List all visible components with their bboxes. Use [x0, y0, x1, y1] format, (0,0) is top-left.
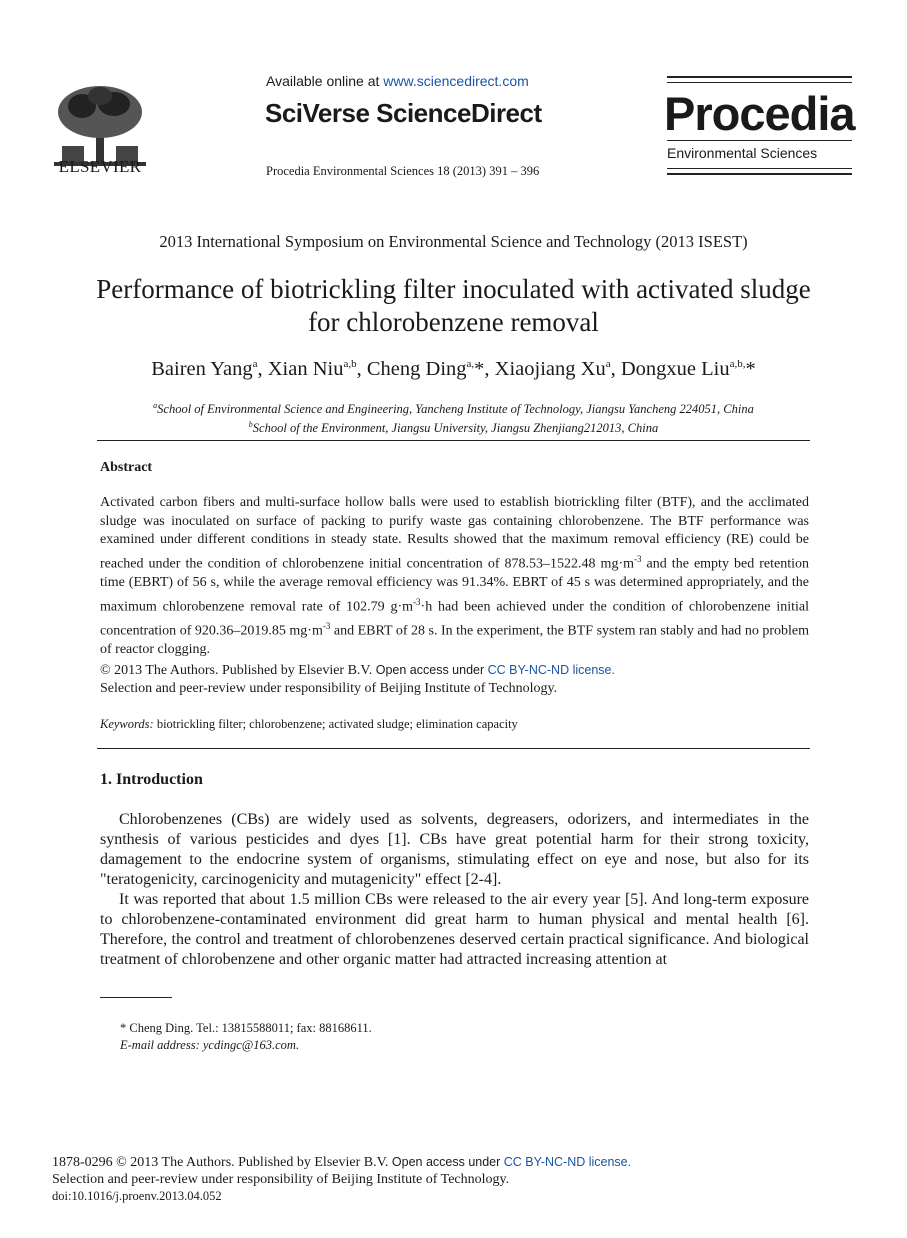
- abstract-text: Activated carbon fibers and multi-surface hollow balls were used to establish biotrickling filter (BTF), and the acclimated sludge was inoculated on surface of packing to purify waste gas containing chlorobenzene. The BTF performance was examined under different conditions in steady state. Results showed that the maximum removal efficiency (RE) could be reached under the condition of chlorobenzene initial concentration of 878.53–1522.48 $mg\cdot m^{-3}$ and the empty bed retention time (EBRT) of 56 s, while the average removal efficiency was 91.34%. EBRT of 45 s was determined appropriately, and the maximum chlorobenzene removal rate of 102.79 $g\cdot m^{-3}\cdot h$ had been achieved under the condition of chlorobenzene initial concentration of 920.36–2019.85 $mg\cdot m^{-3}$ and EBRT of 28 s. In the experiment, the BTF system ran stably and had no problem of reactor clogging.: [100, 495, 809, 658]
- abstract-heading: Abstract: [100, 460, 153, 475]
- section-heading: 1. Introduction: [100, 771, 203, 788]
- paragraph: It was reported that about 1.5 million CBs were released to the air every year [5]. And long-term exposure to chlorobenzene-contaminated environment did great harm to human physical and mental health [6]. Therefore, the control and treatment of chlorobenzenes deserved certain practical significance. And biological treatment of chlorobenzene and other organic matter had attracted increasing attention at: [100, 891, 809, 968]
- open-access-label: Open access under: [391, 1155, 504, 1169]
- doi[interactable]: doi:10.1016/j.proenv.2013.04.052: [52, 1189, 222, 1203]
- affiliation-text: School of Environmental Science and Engineering, Yancheng Institute of Technology, Jiangsu Yancheng 224051, China: [157, 402, 754, 417]
- journal-reference: Procedia Environmental Sciences 18 (2013) 391 – 396: [266, 164, 540, 178]
- author-separator: ,: [484, 358, 495, 380]
- sciencedirect-link[interactable]: www.sciencedirect.com: [383, 73, 529, 89]
- conference-name: 2013 International Symposium on Environmental Science and Technology (2013 ISEST): [159, 232, 748, 251]
- copyright-notice: [100, 662, 809, 697]
- procedia-subtitle: Environmental Sciences: [667, 145, 818, 161]
- divider: [97, 748, 810, 749]
- open-access-label: Open access under: [375, 663, 488, 677]
- copyright-line: © 2013 The Authors. Published by Elsevier B.V.: [100, 663, 376, 678]
- page-footer: [52, 1154, 631, 1188]
- author-affil-mark: a: [252, 358, 258, 371]
- author-affil-mark: a: [605, 358, 611, 371]
- affiliations: [0, 398, 907, 436]
- author-list: [0, 358, 907, 381]
- footnote-rule: [100, 997, 172, 998]
- author-affil-mark: a,b,: [729, 358, 746, 371]
- procedia-rule: [667, 82, 852, 83]
- affiliation-text: School of the Environment, Jiangsu University, Jiangsu Zhenjiang212013, China: [252, 421, 659, 436]
- elsevier-wordmark: ELSEVIER: [58, 157, 142, 176]
- footnote: [120, 1020, 372, 1054]
- footer-copyright: 1878-0296 © 2013 The Authors. Published by Elsevier B.V.: [52, 1155, 392, 1170]
- author-separator: ,: [610, 358, 621, 380]
- paper-title: Performance of biotrickling filter inoculated with activated sludge for chlorobenzene removal: [96, 274, 811, 337]
- author-name: Xian Niu: [267, 358, 344, 380]
- keywords: [100, 717, 518, 732]
- author-affil-mark: a,: [466, 358, 475, 371]
- affiliation: [0, 398, 907, 417]
- affiliation-mark: a: [153, 401, 158, 410]
- paragraph: Chlorobenzenes (CBs) are widely used as solvents, degreasers, odorizers, and intermediates in the synthesis of various pesticides and dyes [1]. CBs have great potential harm for their strong toxicity, damagement to the endocrine system of organisms, stimulating effect on eye and nose, but also for its "teratogenicity, carcinogenicity and mutagenicity" effect [2-4].: [100, 811, 809, 888]
- section-body: [100, 810, 809, 970]
- author-name: Bairen Yang: [151, 358, 253, 380]
- author-name: Dongxue Liu: [620, 358, 730, 380]
- procedia-logo: Procedia: [664, 87, 855, 140]
- corresponding-mark: *: [745, 358, 756, 380]
- keywords-text: biotrickling filter; chlorobenzene; activated sludge; elimination capacity: [153, 717, 518, 731]
- author-name: Cheng Ding: [366, 358, 467, 380]
- procedia-rule: [667, 168, 852, 169]
- license-link[interactable]: CC BY-NC-ND license.: [503, 1155, 632, 1169]
- email-address[interactable]: ycdingc@163.com.: [199, 1038, 300, 1052]
- author-name: Xiaojiang Xu: [494, 358, 606, 380]
- peer-review-line: Selection and peer-review under responsibility of Beijing Institute of Technology.: [100, 680, 558, 696]
- affiliation: [0, 417, 907, 436]
- procedia-rule: [667, 173, 852, 175]
- corresponding-author: * Cheng Ding. Tel.: 13815588011; fax: 88168611.: [120, 1021, 372, 1035]
- procedia-rule: [667, 76, 852, 78]
- license-link[interactable]: CC BY-NC-ND license.: [487, 663, 615, 677]
- affiliation-mark: b: [248, 420, 253, 430]
- available-prefix: Available online at: [266, 73, 384, 89]
- footer-peer-review: Selection and peer-review under responsibility of Beijing Institute of Technology.: [52, 1171, 510, 1187]
- author-separator: ,: [356, 358, 367, 380]
- author-affil-mark: a,b: [343, 358, 357, 371]
- available-online: [266, 73, 529, 89]
- procedia-rule: [667, 140, 852, 141]
- corresponding-mark: *: [474, 358, 485, 380]
- email-label: E-mail address:: [120, 1038, 200, 1052]
- author-separator: ,: [257, 358, 268, 380]
- sciverse-logo: SciVerse ScienceDirect: [265, 98, 542, 128]
- divider: [97, 440, 810, 441]
- keywords-label: Keywords:: [100, 717, 154, 731]
